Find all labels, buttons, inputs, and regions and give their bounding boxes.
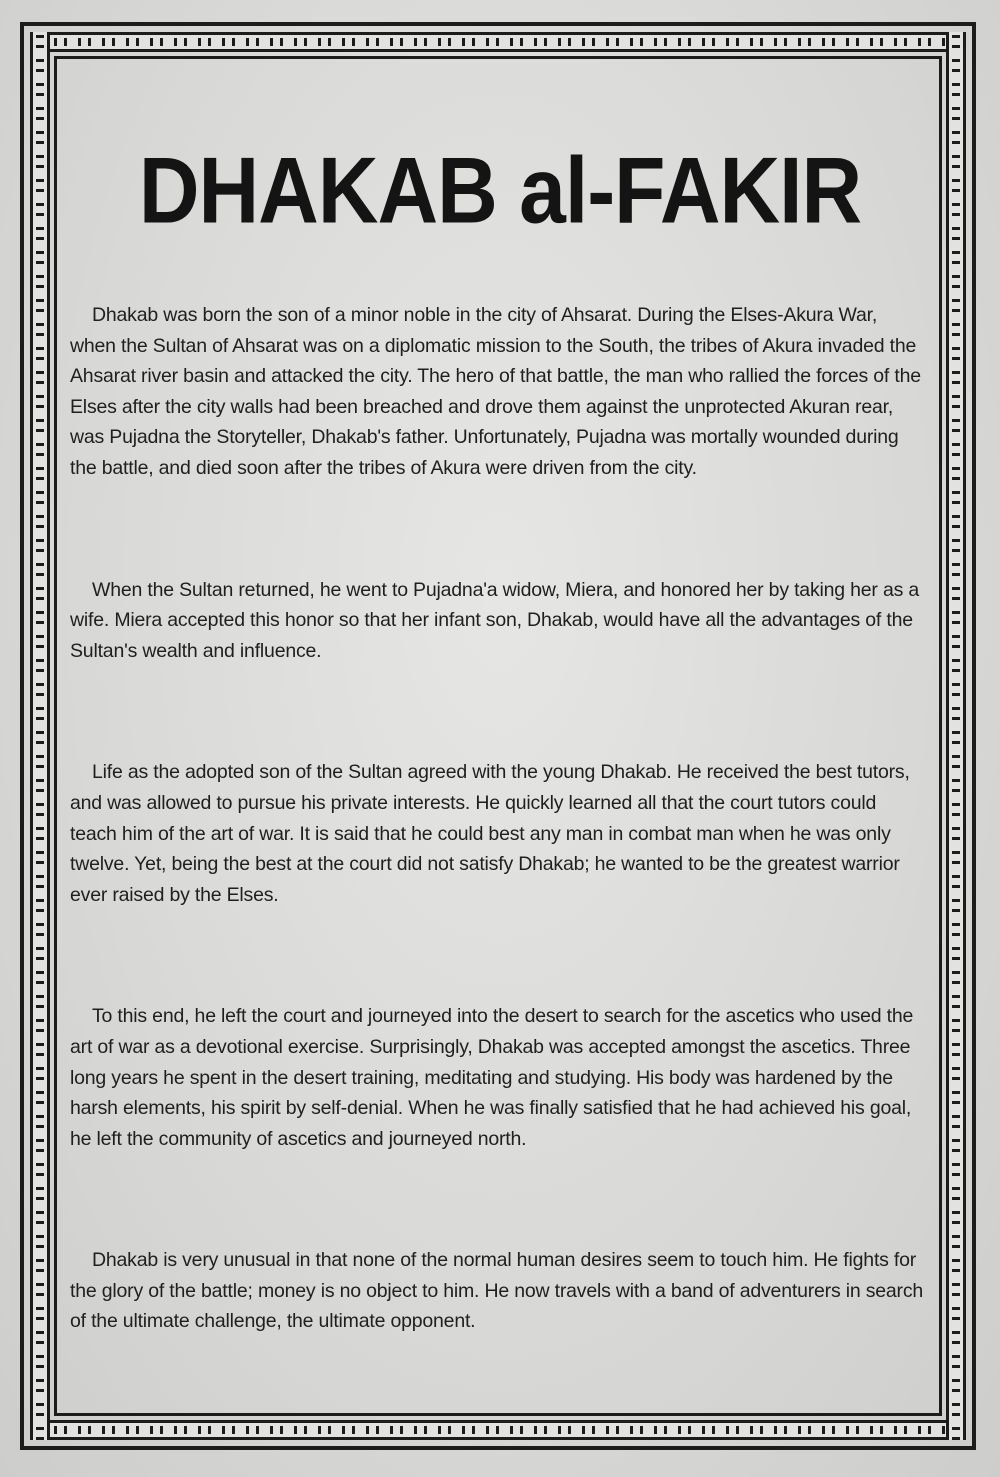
body-text	[70, 300, 926, 1428]
border-top	[30, 32, 966, 52]
page-title: DHAKAB al-FAKIR	[138, 137, 862, 243]
paragraph-5: Dhakab is very unusual in that none of the normal human desires seem to touch him. He fights for the glory of the battle; money is no object to him. He now travels with a band of adventurers in search of the ultimate challenge, the ultimate opponent.	[70, 1249, 924, 1333]
border-right	[946, 32, 966, 1440]
paragraph-3: Life as the adopted son of the Sultan agreed with the young Dhakab. He received the best tutors, and was allowed to pursue his private interests. He quickly learned all that the court tutors could teach him of the art of war. It is said that he could best any man in combat man when he was only twelve. Yet, being the best at the court did not satisfy Dhakab; he wanted to be the greatest warrior ever raised by the Elses.	[70, 761, 910, 906]
paragraph-1: Dhakab was born the son of a minor noble in the city of Ahsarat. During the Elses-Akura War, when the Sultan of Ahsarat was on a diplomatic mission to the South, the tribes of Akura invaded the Ahsarat river basin and attacked the city. The hero of that battle, the man who rallied the forces of the Elses after the city walls had been breached and drove them against the unprotected Akuran rear, was Pujadna the Storyteller, Dhakab's father. Unfortunately, Pujadna was mortally wounded during the battle, and died soon after the tribes of Akura were driven from the city.	[70, 304, 921, 479]
paragraph-2: When the Sultan returned, he went to Pujadna'a widow, Miera, and honored her by taking her as a wife. Miera accepted this honor so that her infant son, Dhakab, would have all the advantages of the Sultan's wealth and influence.	[70, 578, 920, 662]
paragraph-4: To this end, he left the court and journeyed into the desert to search for the ascetics who used the art of war as a devotional exercise. Surprisingly, Dhakab was accepted amongst the ascetics. Three long years he spent in the desert training, meditating and studying. His body was hardened by the harsh elements, his spirit by self-denial. When he was finally satisfied that he had achieved his goal, he left the community of ascetics and journeyed north.	[70, 1005, 914, 1150]
border-left	[30, 32, 50, 1440]
